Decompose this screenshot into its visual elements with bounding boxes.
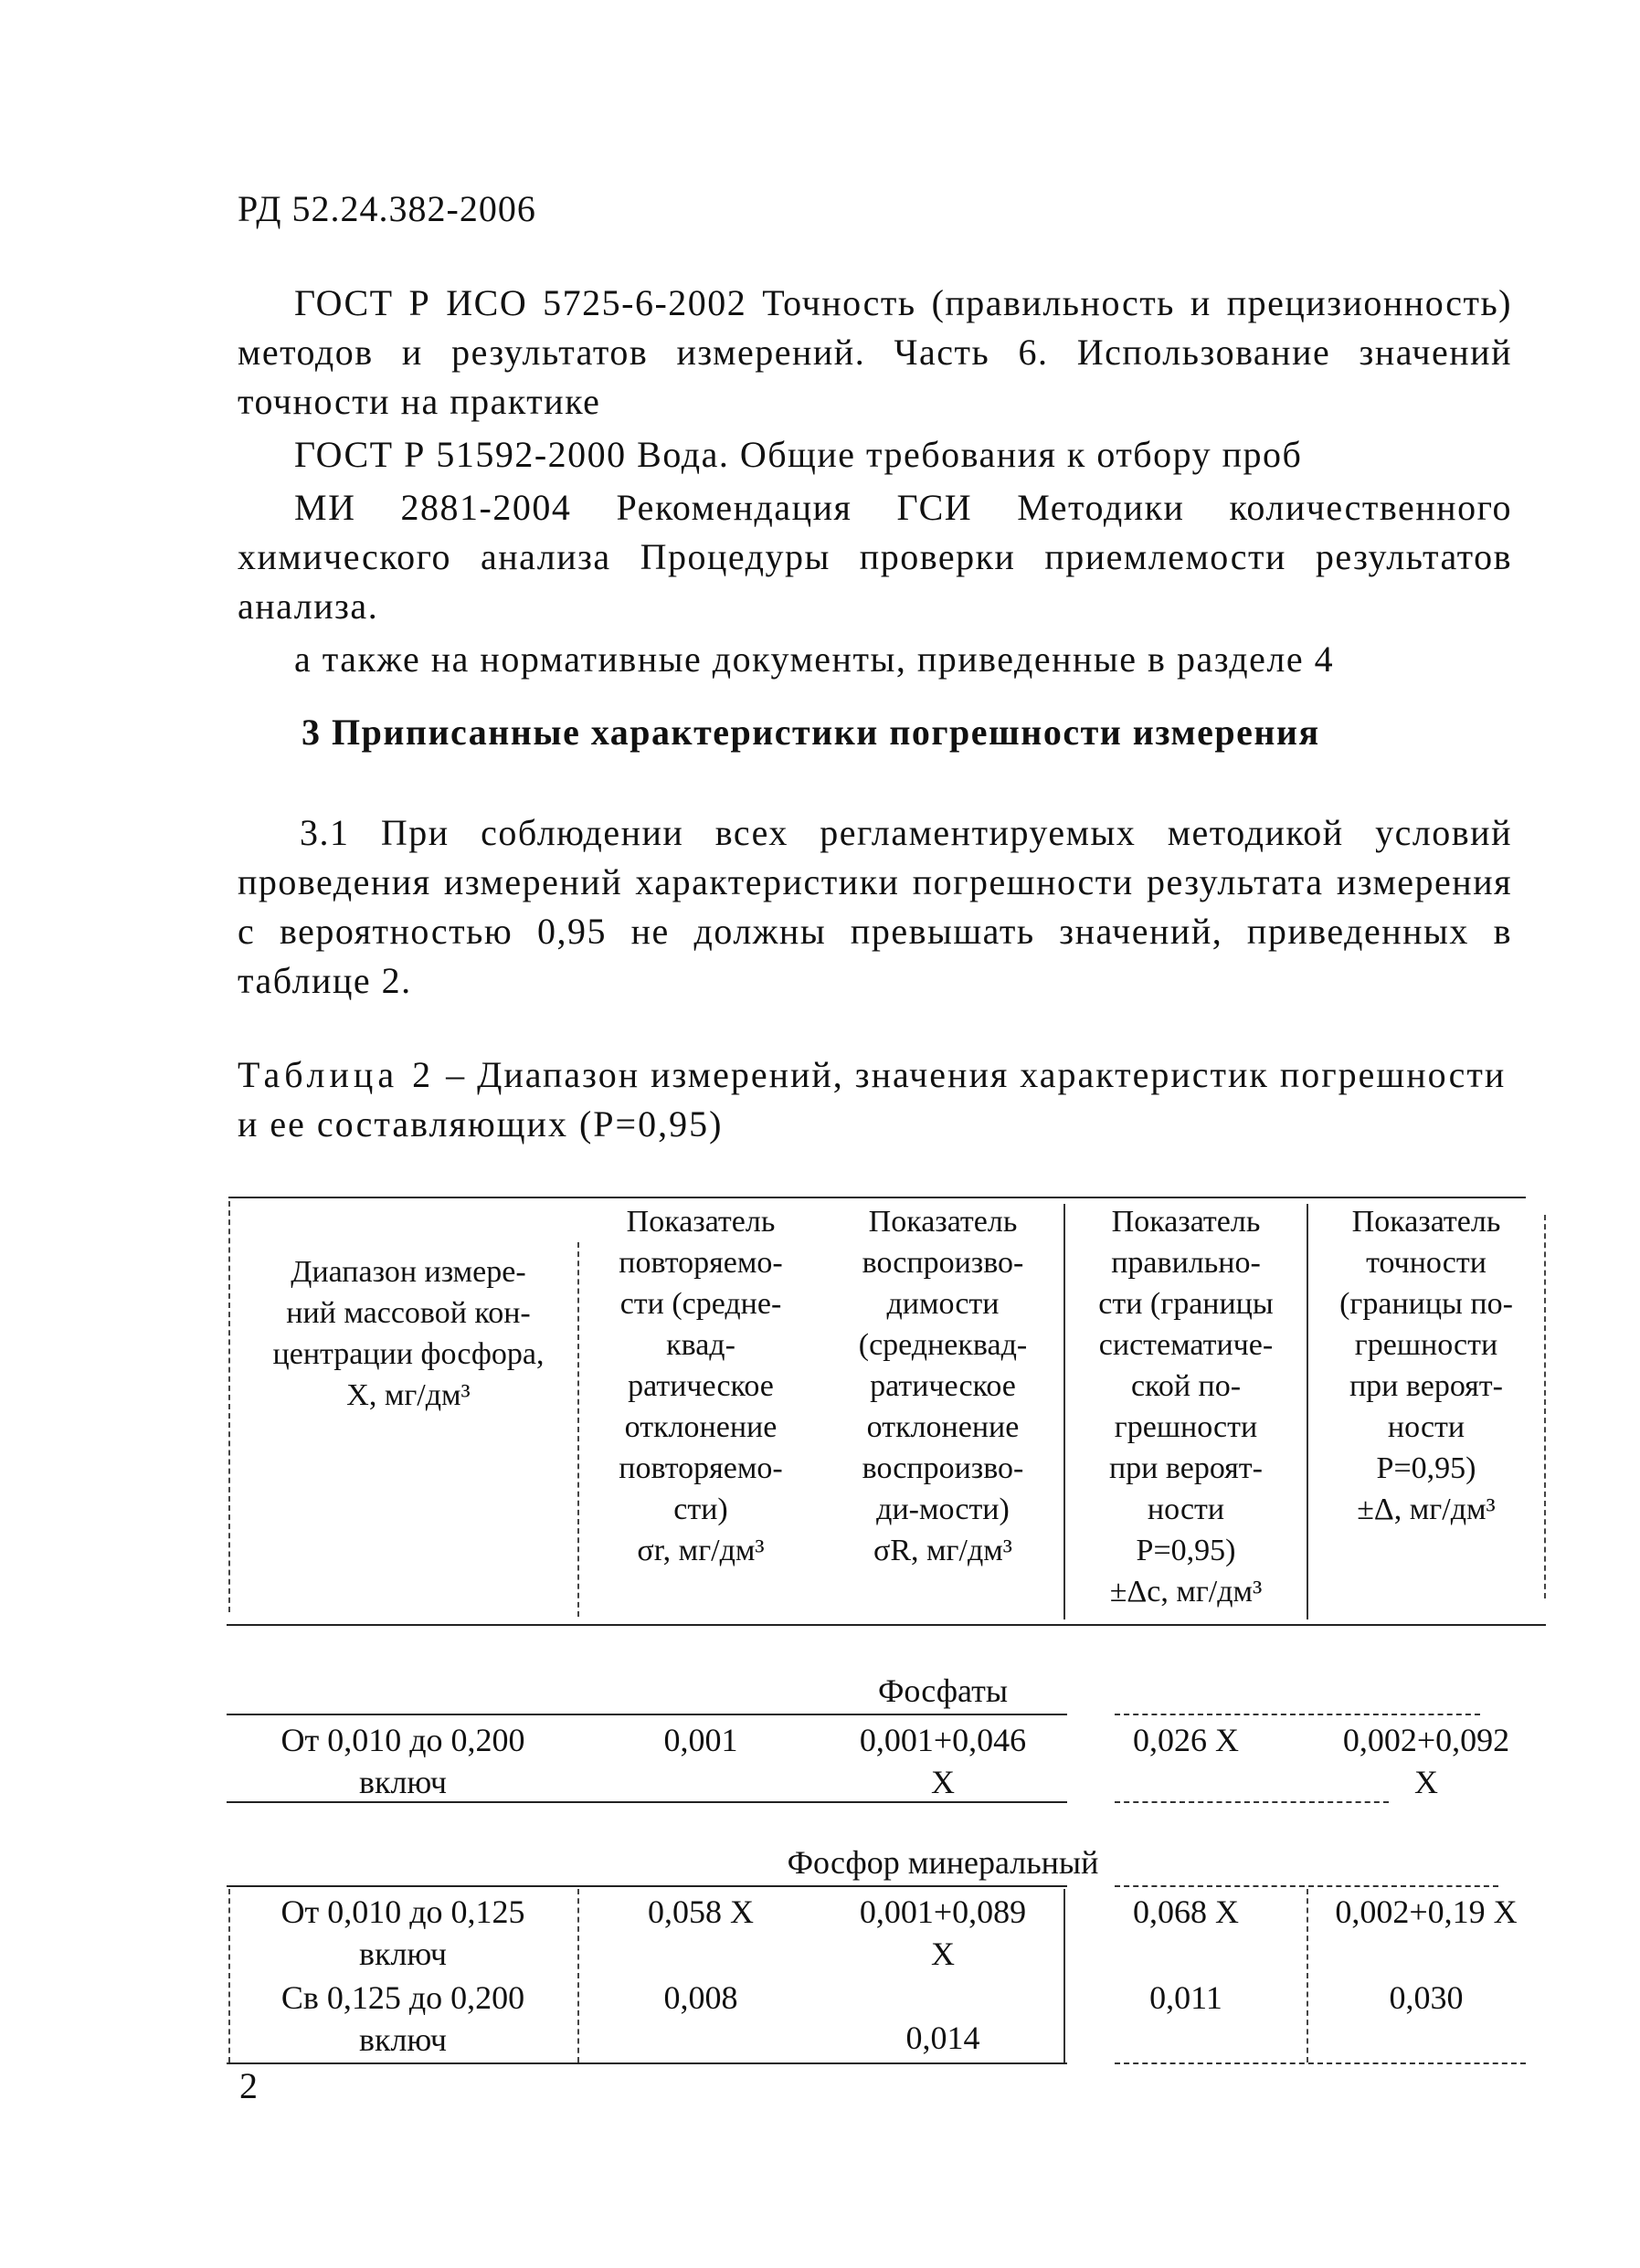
column-header-repeatability: Показатель повторяемо- сти (средне- квад- ратическое отклонение повторяемо- сти) σr, мг/дм³ [619, 1205, 783, 1567]
table-cell: 0,002+0,19 X [1335, 1894, 1518, 1930]
table-cell: 0,030 [1389, 1979, 1464, 2016]
table-cell: 0,008 [663, 1979, 738, 2016]
table-bottom-rule [227, 2062, 1067, 2064]
group-top-rule [227, 1885, 1067, 1887]
column-header-range: Диапазон измере- ний массовой кон- центрации фосфора, X, мг/дм³ [272, 1255, 545, 1412]
table-cell: 0,001+0,046 X [859, 1722, 1027, 1800]
table-cell: 0,002+0,092 X [1342, 1722, 1510, 1800]
document-code: РД 52.24.382-2006 [238, 188, 536, 229]
column-header-reproducibility: Показатель воспроизво- димости (среднеквад- ратическое отклонение воспроизво- ди-мости) σR, мг/дм³ [858, 1205, 1028, 1567]
column-divider [1544, 1215, 1546, 1598]
group-bottom-rule [227, 1801, 1067, 1803]
table-bottom-rule [1115, 2062, 1526, 2064]
section-title: 3 Приписанные характеристики погрешности измерения [302, 712, 1320, 753]
column-header-accuracy: Показатель точности (границы по- грешности при вероят- ности Р=0,95) ±Δ, мг/дм³ [1339, 1205, 1513, 1526]
table-cell: Св 0,125 до 0,200 включ [280, 1979, 525, 2058]
clause-paragraph: 3.1 При соблюдении всех регламентируемых методикой условий проведения измерений характеристики погрешности результата измерения с вероятностью 0,95 не должны превышать значений, приведенных в таблице 2. [238, 812, 1512, 1001]
table-top-rule [228, 1197, 1526, 1198]
table-cell: 0,068 X [1133, 1894, 1239, 1930]
table-caption-text: – Диапазон измерений, значения характеристик погрешности и ее составляющих (Р=0,95) [238, 1054, 1507, 1145]
group-top-rule [1115, 1714, 1480, 1715]
table-group-title: Фосфор минеральный [787, 1844, 1099, 1881]
table-cell: 0,014 [905, 2020, 980, 2056]
reference-item: ГОСТ Р ИСО 5725-6-2002 Точность (правильность и прецизионность) методов и результатов измерений. Часть 6. Использование значений точности на практике [238, 282, 1512, 422]
column-header-trueness: Показатель правильно- сти (границы систематиче- ской по- грешности при вероят- ности Р=0,95) ±Δc, мг/дм³ [1098, 1205, 1274, 1609]
reference-item: МИ 2881-2004 Рекомендация ГСИ Методики количественного химического анализа Процедуры проверки приемлемости результатов анализа. [238, 487, 1512, 627]
table-group-title: Фосфаты [877, 1672, 1009, 1709]
table-cell: От 0,010 до 0,200 включ [280, 1722, 525, 1800]
table-cell: 0,001 [663, 1722, 738, 1758]
table-header-bottom-rule [227, 1624, 1546, 1626]
table-caption-label: Таблица 2 [238, 1054, 436, 1095]
group-top-rule [227, 1714, 1067, 1715]
page-number: 2 [239, 2065, 258, 2106]
table-cell: 0,026 X [1133, 1722, 1239, 1758]
group-bottom-rule [1115, 1801, 1389, 1803]
reference-item: ГОСТ Р 51592-2000 Вода. Общие требования к отбору проб [294, 434, 1303, 475]
column-divider [228, 1201, 230, 1612]
group-top-rule [1115, 1885, 1498, 1887]
table-cell: 0,011 [1149, 1979, 1222, 2016]
table-cell: 0,001+0,089 X [859, 1894, 1027, 1972]
table-cell: От 0,010 до 0,125 включ [280, 1894, 525, 1972]
reference-item: а также на нормативные документы, приведенные в разделе 4 [294, 638, 1335, 680]
table-cell: 0,058 X [648, 1894, 754, 1930]
